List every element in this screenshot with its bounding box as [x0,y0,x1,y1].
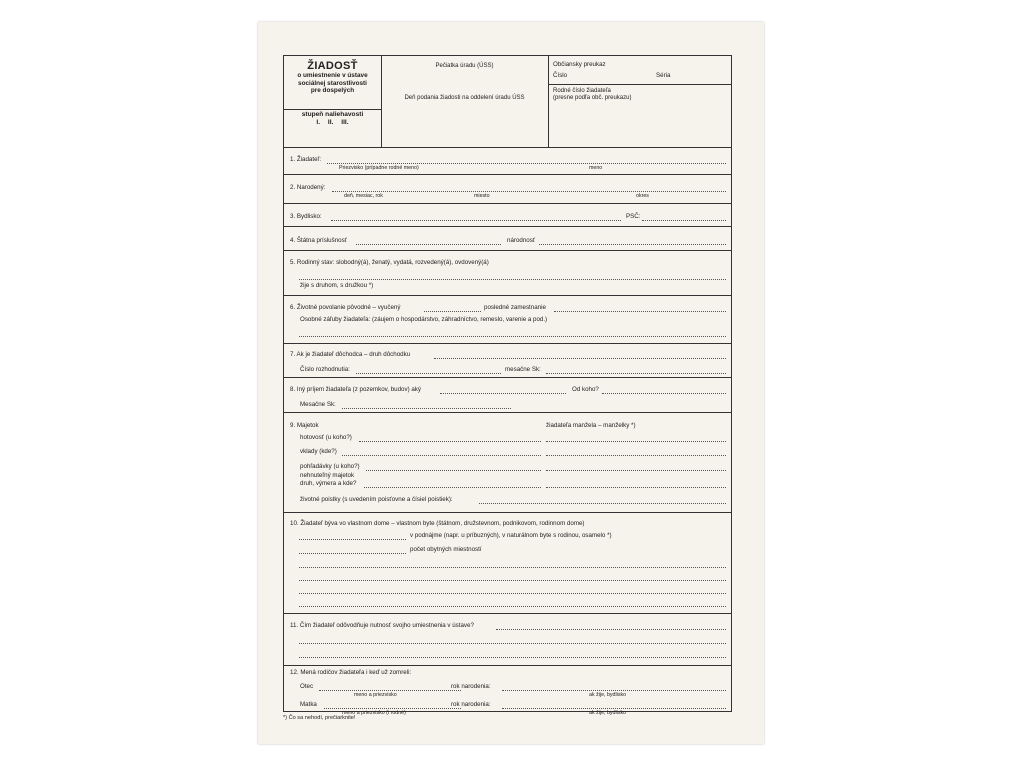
real-estate-detail-label: druh, výmera a kde? [300,480,357,487]
father-birth-year-field[interactable] [502,690,726,691]
hobbies-field[interactable] [299,336,726,337]
id-series-label: Séria [656,72,671,79]
section-1 [284,147,731,175]
form-title: ŽIADOSŤ [307,60,358,72]
receivables-label: pohľadávky (u koho?) [300,463,360,470]
mother-residence-hint: ak žije, bydlisko [589,710,627,716]
section-12 [284,666,731,716]
real-estate-field[interactable] [364,487,541,488]
life-insurance-field[interactable] [479,503,726,504]
last-job-label: posledné zamestnanie [484,304,546,311]
section-8 [284,378,731,413]
life-insurance-label: životné poistky (s uvedením poisťovne a čísiel poistiek): [300,496,453,503]
father-label: Otec [300,683,314,690]
birth-number-note: (presne podľa obč. preukazu) [553,95,632,101]
pension-type-field[interactable] [434,358,726,359]
district-hint: okres [636,193,649,199]
form-subtitle-3: pre dospelých [310,87,355,95]
decision-number-label: Číslo rozhodnutia: [300,366,350,373]
monthly-income-label: Mesačne Sk: [300,401,336,408]
profession-field[interactable] [424,311,481,312]
other-income-label: 8. Iný príjem žiadateľa (z pozemkov, budov) aký [290,386,421,393]
birth-number-label [553,88,631,102]
last-job-field[interactable] [554,311,726,312]
form-subtitle-1: o umiestnenie v ústave [297,72,368,79]
footnote: *) Čo sa nehodí, prečiarknite! [283,715,356,721]
real-estate-spouse-field[interactable] [546,487,726,488]
property-label: 9. Majetok [290,422,319,429]
mother-birth-year-label: rok narodenia: [451,701,491,708]
decision-number-field[interactable] [356,373,501,374]
receivables-field[interactable] [366,470,541,471]
deposits-field[interactable] [342,455,541,456]
citizenship-field[interactable] [356,244,501,245]
housing-line-2[interactable] [299,580,726,581]
id-card-label: Občiansky preukaz [553,61,606,68]
reason-label: 11. Čím žiadateľ odôvodňuje nutnosť svojho umiestnenia v ústave? [290,622,474,629]
profession-label: 6. Životné povolanie pôvodné – vyučený [290,304,401,311]
father-birth-year-label: rok narodenia: [451,683,491,690]
urgency-label: stupeň naliehavosti [301,111,364,118]
housing-type-field[interactable] [299,539,406,540]
residence-label: 3. Bydlisko: [290,213,322,220]
section-4 [284,227,731,251]
stamp-box [381,56,549,147]
deposits-spouse-field[interactable] [546,455,726,456]
housing-line-3[interactable] [299,593,726,594]
room-count-label: počet obytných miestností [410,546,482,553]
parents-label: 12. Mená rodičov žiadateľa i keď už zomreli: [290,669,412,676]
section-2 [284,175,731,204]
pension-type-label: 7. Ak je žiadateľ dôchodca – druh dôchodku [290,351,411,358]
housing-line-4[interactable] [299,606,726,607]
residence-field[interactable] [331,220,621,221]
mother-name-hint: meno a priezvisko (i rodné) [342,710,406,716]
form-header [284,56,731,148]
sublet-label: v podnájme (napr. u príbuzných), v naturálnom byte s rodinou, osamelo *) [410,532,612,539]
mother-birth-year-field[interactable] [502,708,726,709]
real-estate-label: nehnuteľný majetok [300,472,355,479]
title-box [284,56,382,147]
marital-status-field[interactable] [299,279,726,280]
postal-code-field[interactable] [642,220,726,221]
partner-label: žije s druhom, s družkou *) [300,282,374,289]
income-source-label: Od koho? [572,386,599,393]
section-9 [284,413,731,513]
receivables-spouse-field[interactable] [546,470,726,471]
marital-status-label: 5. Rodinný stav: slobodný(á), ženatý, vydatá, rozvedený(á), ovdovený(á) [290,259,489,266]
reason-line-1[interactable] [299,643,726,644]
hobbies-label: Osobné záľuby žiadateľa: (záujem o hospodárstvo, záhradníctvo, remeslo, varenie a pod.) [300,316,548,323]
room-count-field[interactable] [299,553,406,554]
surname-hint: Priezvisko (prípadne rodné meno) [339,165,419,171]
application-form [283,55,732,716]
citizenship-label: 4. Štátna príslušnosť [290,237,348,244]
other-income-field[interactable] [440,393,566,394]
cash-spouse-field[interactable] [546,441,726,442]
postal-code-label: PSČ: [626,213,641,220]
applicant-label: 1. Žiadateľ: [290,156,322,163]
id-number-label: Číslo [553,72,568,79]
form-sheet [258,22,764,744]
id-box [548,56,731,147]
urgency-levels: I. II. III. [316,119,349,126]
first-name-hint: meno [589,165,603,171]
monthly-pension-field[interactable] [546,373,726,374]
father-name-hint: meno a priezvisko [354,692,397,698]
applicant-field[interactable] [327,163,726,164]
reason-line-2[interactable] [299,657,726,658]
monthly-income-field[interactable] [342,408,511,409]
deposits-label: vklady (kde?) [300,448,337,455]
section-11 [284,614,731,666]
section-10 [284,513,731,614]
father-name-field[interactable] [319,690,461,691]
housing-label: 10. Žiadateľ býva vo vlastnom dome – vlastnom byte (štátnom, družstevnom, podnikovom, rodinnom dome) [290,520,585,527]
section-7 [284,344,731,378]
nationality-label: národnosť [507,237,536,244]
mother-label: Matka [300,701,317,708]
reason-field[interactable] [496,629,726,630]
section-3 [284,204,731,227]
income-source-field[interactable] [602,393,726,394]
section-5 [284,251,731,296]
father-residence-hint: ak žije, bydlisko [589,692,627,698]
section-6 [284,296,731,344]
housing-line-1[interactable] [299,567,726,568]
birth-place-hint: miesto [474,193,490,199]
birth-date-hint: deň, mesiac, rok [344,193,383,199]
mother-name-field[interactable] [324,708,461,709]
nationality-field[interactable] [539,244,726,245]
born-label: 2. Narodený: [290,184,326,191]
monthly-pension-label: mesačne Sk: [505,366,541,373]
form-subtitle-2: sociálnej starostlivosti [298,79,367,87]
submission-date-label: Deň podania žiadosti na oddelení úradu ÚSS [404,95,525,101]
born-field[interactable] [332,191,726,192]
stamp-label: Pečiatka úradu (ÚSS) [435,63,494,69]
cash-label: hotovosť (u koho?) [300,434,352,441]
cash-field[interactable] [359,441,541,442]
birth-number-title: Rodné číslo žiadateľa [553,88,611,94]
spouse-label: žiadateľa manžela – manželky *) [546,422,636,429]
